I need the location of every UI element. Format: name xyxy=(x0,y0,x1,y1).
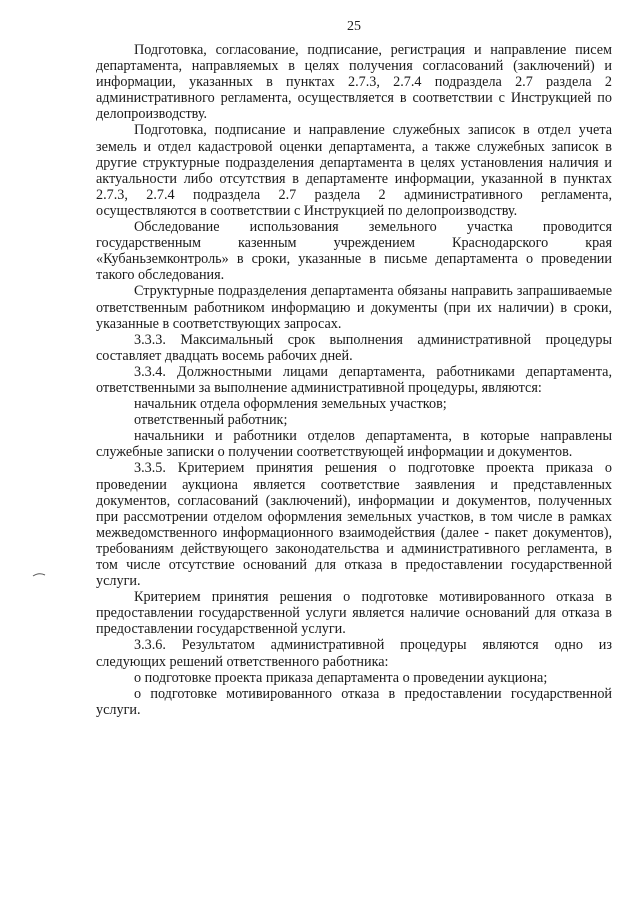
paragraph-structural-units: Структурные подразделения департамента обязаны направить запрашиваемые ответственным работником информацию и документы (при их наличии) в сроки, указанные в соответствующих запросах. xyxy=(96,283,612,332)
list-item-refusal: о подготовке мотивированного отказа в предоставлении государственной услуги. xyxy=(96,685,612,718)
paragraph-3-3-5: 3.3.5. Критерием принятия решения о подготовке проекта приказа о проведении аукциона является соответствие заявления и представленных документов, согласований (заключений), информации и документов, полученных при рассмотрении отделом оформления земельных участков, в том числе в рамках межведомственного информационного взаимодействия (далее - пакет документов), требованиям действующего законодательства и административного регламента, в том числе отсутствие оснований для отказа в предоставлении государственной услуги. xyxy=(96,460,612,590)
list-item-head-of-department: начальник отдела оформления земельных участков; xyxy=(134,396,447,413)
list-item-responsible-worker: ответственный работник; xyxy=(134,412,288,429)
paragraph-refusal-criterion: Критерием принятия решения о подготовке мотивированного отказа в предоставлении государственной услуги является наличие оснований для отказа в предоставлении государственной услуги. xyxy=(96,589,612,638)
paragraph-memos-preparation: Подготовка, подписание и направление служебных записок в отдел учета земель и отдел кадастровой оценки департамента, а также служебных записок в другие структурные подразделения департамента в целях установления наличия и актуальности либо отсутствия в департаменте информации, указанной в пунктах 2.7.3, 2.7.4 подраздела 2.7 раздела 2 административного регламента, осуществляются в соответствии с Инструкцией по делопроизводству. xyxy=(96,122,612,219)
paragraph-3-3-6: 3.3.6. Результатом административной процедуры являются одно из следующих решений ответственного работника: xyxy=(96,637,612,670)
paragraph-letters-preparation: Подготовка, согласование, подписание, регистрация и направление писем департамента, направляемых в целях получения согласований (заключений) и информации, указанных в пунктах 2.7.3, 2.7.4 подраздела 2.7 раздела 2 административного регламента, осуществляется в соответствии с Инструкцией по делопроизводству. xyxy=(96,42,612,123)
list-item-department-heads: начальники и работники отделов департамента, в которые направлены служебные записки о получении соответствующей информации и документов. xyxy=(96,428,612,461)
document-page xyxy=(96,0,612,905)
paragraph-3-3-3: 3.3.3. Максимальный срок выполнения административной процедуры составляет двадцать восемь рабочих дней. xyxy=(96,331,612,364)
document-body xyxy=(96,42,612,718)
paragraph-3-3-4: 3.3.4. Должностными лицами департамента, работниками департамента, ответственными за выполнение административной процедуры, являются: xyxy=(96,363,612,396)
scan-mark-icon xyxy=(32,572,46,578)
list-item-auction-order: о подготовке проекта приказа департамента о проведении аукциона; xyxy=(134,669,548,686)
paragraph-land-inspection: Обследование использования земельного участка проводится государственным казенным учреждением Краснодарского края «Кубаньземконтроль» в сроки, указанные в письме департамента о проведении такого обследования. xyxy=(96,219,612,284)
page-number: 25 xyxy=(347,19,361,34)
